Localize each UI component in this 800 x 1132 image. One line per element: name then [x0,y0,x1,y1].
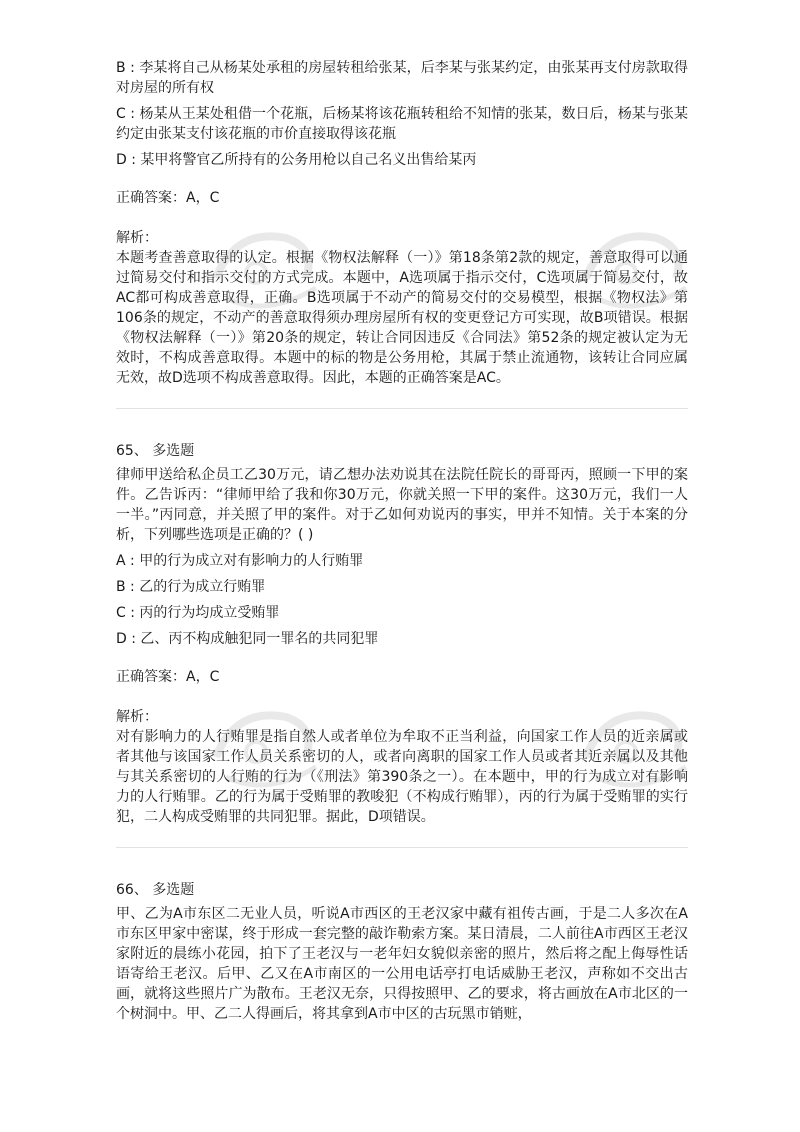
q65-option-b: B : 乙的行为成立行贿罪 [116,579,266,595]
q65-option-d: D : 乙、丙不构成触犯同一罪名的共同犯罪 [116,631,379,647]
q64-analysis-block [116,248,688,388]
q65-analysis-block [116,727,688,827]
q64-correct-answer: 正确答案：A，C [116,190,220,206]
q65-analysis-text: 对有影响力的人行贿罪是指自然人或者单位为牟取不正当利益，向国家工作人员的近亲属或者其他与该国家工作人员关系密切的人，或者向离职的国家工作人员或者其近亲属以及其他与其关系密切的人行贿的行为（《刑法》第390条之一）。在本题中，甲的行为成立对有影响力的人行贿罪。乙的行为属于受贿罪的教唆犯（不构成行贿罪），丙的行为属于受贿罪的实行犯，二人构成受贿罪的共同犯罪。据此，D项错误。 [116,729,688,825]
question-divider [116,408,688,409]
question-65 [116,441,688,827]
q66-header: 66、 多选题 [116,882,195,898]
q64-analysis-text: 本题考查善意取得的认定。根据《物权法解释（一）》第18条第2款的规定，善意取得可以通过简易交付和指示交付的方式完成。本题中，A选项属于指示交付，C选项属于简易交付，故AC都可构成善意取得，正确。B选项属于不动产的简易交付的交易模型，根据《物权法》第106条的规定，不动产的善意取得须办理房屋所有权的变更登记方可实现，故B项错误。根据《物权法解释（一）》第20条的规定，转让合同因违反《合同法》第52条的规定被认定为无效时，不构成善意取得。本题中的标的物是公务用枪，其属于禁止流通物，该转让合同应属无效，故D选项不构成善意取得。因此，本题的正确答案是AC。 [116,250,688,386]
question-divider [116,847,688,848]
q64-analysis-label: 解析： [116,230,158,246]
q65-option-c: C : 丙的行为均成立受贿罪 [116,605,280,621]
q65-header: 65、 多选题 [116,443,195,459]
question-66 [116,880,688,1024]
document-page [116,58,688,1024]
question-64-tail [116,58,688,388]
q65-stem: 律师甲送给私企员工乙30万元，请乙想办法劝说其在法院任院长的哥哥丙，照顾一下甲的案件。乙告诉丙：“律师甲给了我和你30万元，你就关照一下甲的案件。这30万元，我们一人一半。”丙同意，并关照了甲的案件。对于乙如何劝说丙的事实，甲并不知情。关于本案的分析，下列哪些选项是正确的？( ) [116,467,688,543]
q64-option-c: C : 杨某从王某处租借一个花瓶，后杨某将该花瓶转租给不知情的张某，数日后，杨某与张某约定由张某支付该花瓶的市价直接取得该花瓶 [116,106,688,142]
q65-correct-answer: 正确答案：A，C [116,669,220,685]
q64-option-b: B : 李某将自己从杨某处承租的房屋转租给张某，后李某与张某约定，由张某再支付房款取得对房屋的所有权 [116,60,688,96]
q65-option-a: A : 甲的行为成立对有影响力的人行贿罪 [116,553,364,569]
q65-analysis-label: 解析： [116,709,158,725]
q64-option-d: D : 某甲将警官乙所持有的公务用枪以自己名义出售给某丙 [116,152,477,168]
q66-stem: 甲、乙为A市东区二无业人员，听说A市西区的王老汉家中藏有祖传古画，于是二人多次在A市东区甲家中密谋，终于形成一套完整的敲诈勒索方案。某日清晨，二人前往A市西区王老汉家附近的晨练小花园，拍下了王老汉与一老年妇女貌似亲密的照片，然后将之配上侮辱性话语寄给王老汉。后甲、乙又在A市南区的一公用电话亭打电话威胁王老汉，声称如不交出古画，就将这些照片广为散布。王老汉无奈，只得按照甲、乙的要求，将古画放在A市北区的一个树洞中。甲、乙二人得画后，将其拿到A市中区的古玩黑市销赃， [116,906,688,1022]
